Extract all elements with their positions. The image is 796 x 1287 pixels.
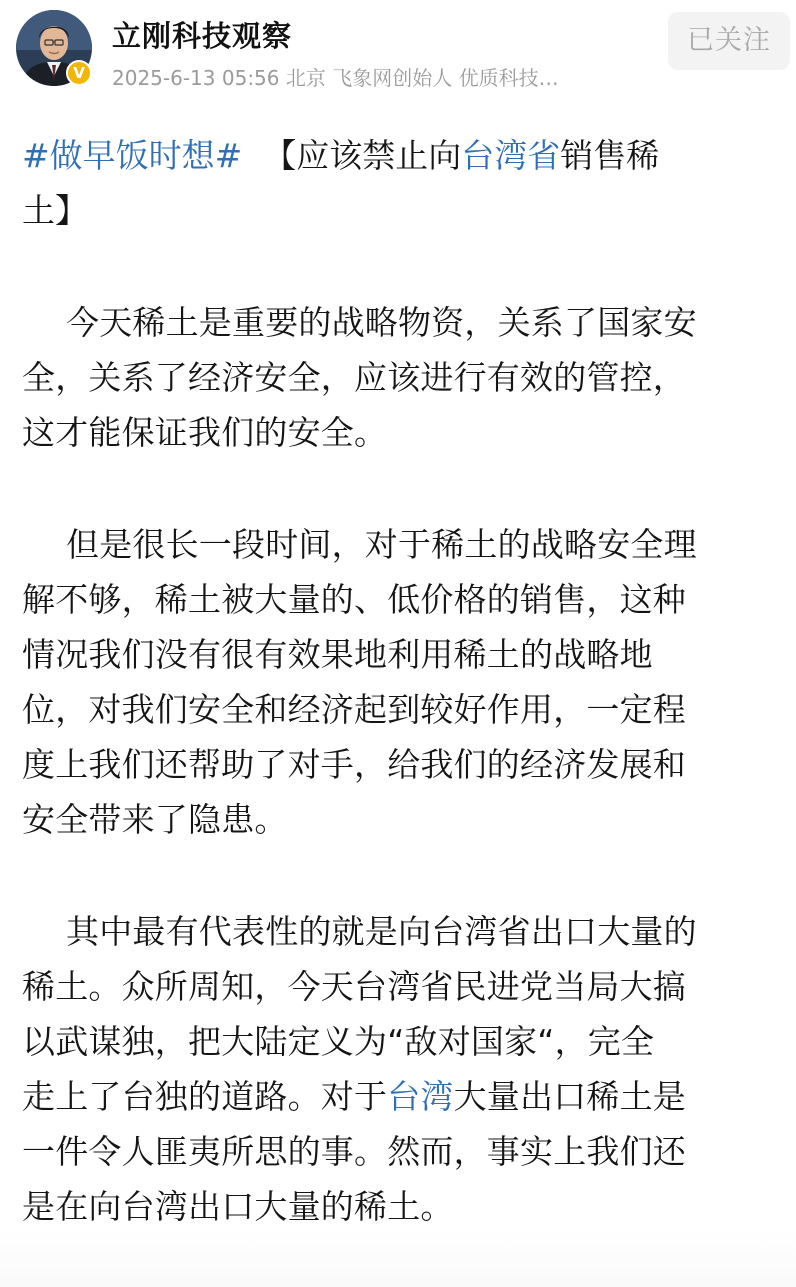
title-line-2: 土】: [22, 191, 88, 230]
post-title: [22, 128, 742, 238]
paragraph-2: [22, 517, 782, 847]
paragraph-line: 稀土。众所周知，今天台湾省民进党当局大搞: [22, 967, 686, 1006]
verified-v-icon: V: [66, 60, 92, 86]
paragraph-line: 今天稀土是重要的战略物资，关系了国家安: [66, 303, 697, 342]
paragraph-line: [22, 1069, 782, 1124]
paragraph-line: 以武谋独，把大陆定义为“敌对国家“，完全: [22, 1022, 655, 1061]
follow-button[interactable]: 已关注: [668, 12, 790, 70]
title-text: 【应该禁止向: [263, 136, 462, 175]
post-body: [22, 128, 782, 1234]
paragraph-text: 走上了台独的道路。对于: [22, 1077, 388, 1116]
paragraph-line: 是在向台湾出口大量的稀土。: [22, 1187, 454, 1226]
post-meta: 2025-6-13 05:56 北京 飞象网创始人 优质科技…: [112, 66, 559, 90]
title-text-tail: 销售稀: [560, 136, 660, 175]
topic-link-taiwan-province[interactable]: 台湾省: [461, 136, 561, 175]
paragraph-line: 全，关系了经济安全，应该进行有效的管控，: [22, 358, 686, 397]
topic-link-taiwan[interactable]: 台湾: [387, 1077, 454, 1116]
paragraph-line: 位，对我们安全和经济起到较好作用，一定程: [22, 690, 686, 729]
paragraph-line: 安全带来了隐患。: [22, 800, 288, 839]
author-name[interactable]: 立刚科技观察: [112, 19, 293, 53]
title-line-1: [22, 128, 742, 183]
paragraph-line: 其中最有代表性的就是向台湾省出口大量的: [66, 912, 697, 951]
paragraph-line: 一件令人匪夷所思的事。然而，事实上我们还: [22, 1132, 686, 1171]
paragraph-line: 情况我们没有很有效果地利用稀土的战略地: [22, 635, 653, 674]
paragraph-text: 大量出口稀土是: [453, 1077, 687, 1116]
paragraph-1: [22, 295, 782, 460]
paragraph-line: 解不够，稀土被大量的、低价格的销售，这种: [22, 580, 686, 619]
hashtag-link[interactable]: #做早饭时想#: [22, 136, 243, 175]
bottom-fade: [0, 1227, 796, 1287]
post-header: [0, 0, 796, 100]
paragraph-3: [22, 904, 782, 1234]
paragraph-line: 但是很长一段时间，对于稀土的战略安全理: [66, 525, 697, 564]
paragraph-line: 这才能保证我们的安全。: [22, 413, 388, 452]
paragraph-line: 度上我们还帮助了对手，给我们的经济发展和: [22, 745, 686, 784]
